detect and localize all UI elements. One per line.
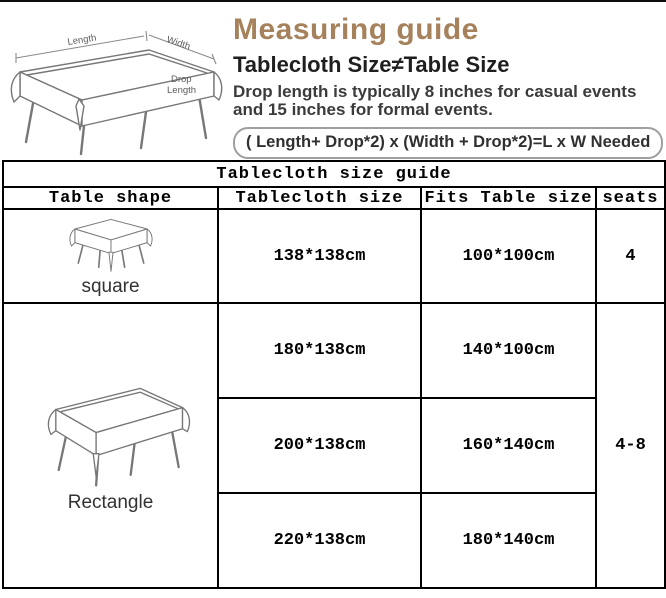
square-table-icon [41,214,181,274]
column-header-tablecloth-size: Tablecloth size [218,187,421,209]
size-guide-title: Tablecloth size guide [3,161,665,187]
rectangle-shape-cell [3,303,218,588]
drop-length-label: Length [167,85,197,96]
fits-table-size-value: 140*100cm [421,303,596,398]
column-header-fits-table-size: Fits Table size [421,187,596,209]
page-title: Measuring guide [233,13,479,46]
size-guide-table [2,160,666,589]
tablecloth-size-value: 138*138cm [218,209,421,303]
width-dimension-label: Width [165,34,192,53]
table-measure-diagram-icon [6,18,230,158]
square-shape-cell [3,209,218,303]
shape-label-rectangle: Rectangle [67,491,154,513]
seats-value: 4 [596,209,665,303]
fits-table-size-value: 160*140cm [421,398,596,493]
header-section [0,2,666,160]
drop-length-label: Drop [171,74,192,85]
column-header-seats: seats [596,187,665,209]
header-text-block [233,14,661,159]
drop-length-note [233,83,661,119]
seats-value: 4-8 [596,303,665,588]
table-row [3,303,665,398]
tablecloth-size-value: 200*138cm [218,398,421,493]
tablecloth-size-value: 220*138cm [218,493,421,588]
table-row [3,209,665,303]
shape-label-square: square [81,276,140,297]
drop-length-note-line1: Drop length is typically 8 inches for casual events [233,82,637,101]
fits-table-size-value: 100*100cm [421,209,596,303]
subtitle: Tablecloth Size≠Table Size [233,52,510,77]
column-header-table-shape: Table shape [3,187,218,209]
formula-pill: ( Length+ Drop*2) x (Width + Drop*2)=L x W Needed [233,127,663,159]
tablecloth-size-value: 180*138cm [218,303,421,398]
fits-table-size-value: 180*140cm [421,493,596,588]
drop-length-note-line2: and 15 inches for formal events. [233,100,493,119]
length-dimension-label: Length [66,32,98,48]
rectangle-table-icon [27,378,195,490]
